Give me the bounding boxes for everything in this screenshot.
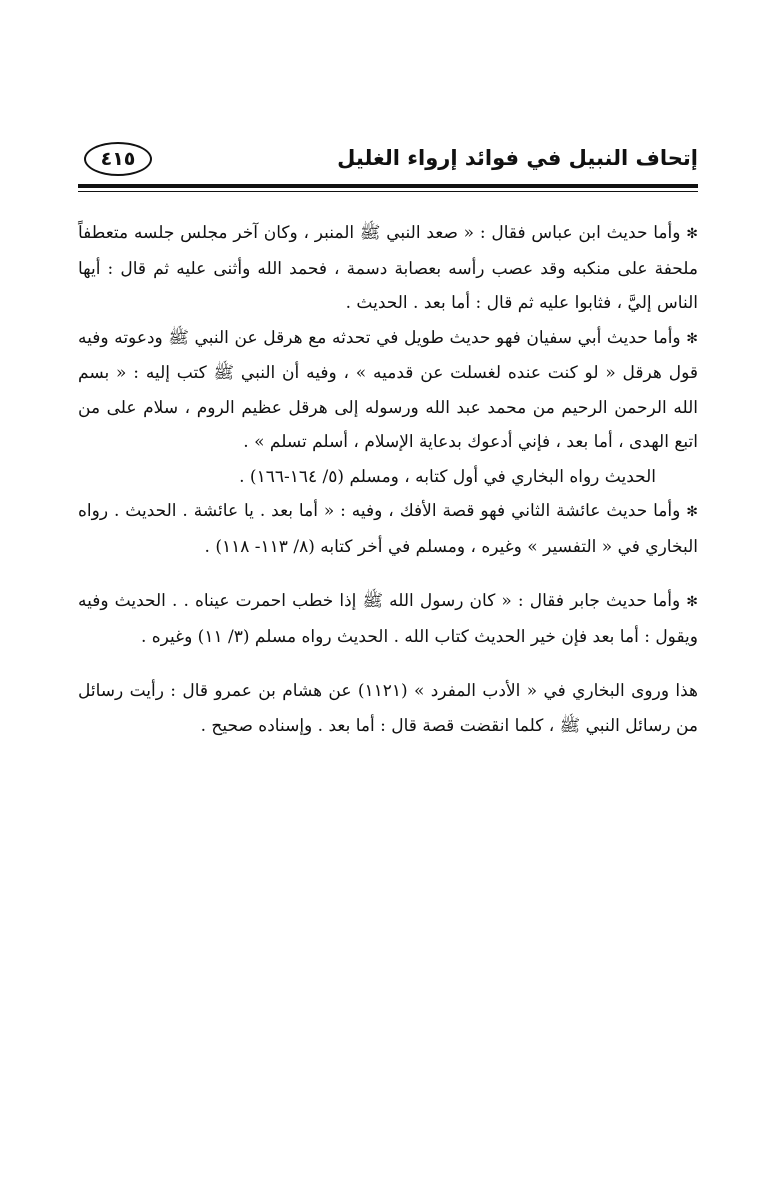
page: [78, 138, 698, 743]
paragraph-jabir: [78, 584, 698, 654]
page-number: ٤١٥: [100, 147, 136, 170]
star-icon: ✻: [686, 594, 698, 610]
paragraph-text: الحديث رواه البخاري في أول كتابه ، ومسلم (٥/ ١٦٤-١٦٦) .: [239, 466, 656, 487]
star-icon: ✻: [686, 504, 698, 520]
book-title: إتحاف النبيل في فوائد إرواء الغليل: [337, 146, 698, 170]
paragraph-reference: [78, 460, 698, 495]
paragraph-text: وأما حديث جابر فقال : « كان رسول الله ﷺ إذا خطب احمرت عيناه . . الحديث وفيه ويقول : أما بعد فإن خير الحديث كتاب الله . الحديث رواه مسلم (٣/ ١١) وغيره .: [78, 591, 698, 647]
paragraph-text: وأما حديث ابن عباس فقال : « صعد النبي ﷺ المنبر ، وكان آخر مجلس جلسه متعطفاً ملحفة على منكبه وقد عصب رأسه بعصابة دسمة ، فحمد الله وأثنى عليه ثم قال : أيها الناس إليَّ ، فثابوا عليه ثم قال : أما بعد . الحديث .: [78, 223, 698, 313]
page-header: [78, 138, 698, 184]
paragraph-text: وأما حديث أبي سفيان فهو حديث طويل في تحدثه مع هرقل عن النبي ﷺ ودعوته وفيه قول هرقل « لو كنت عنده لغسلت عن قدميه » ، وفيه أن النبي ﷺ كتب إليه : « بسم الله الرحمن الرحيم من محمد عبد الله ورسوله إلى هرقل عظيم الروم ، سلام على من اتبع الهدى ، أما بعد ، فإني أدعوك بدعاية الإسلام ، أسلم تسلم » .: [78, 327, 698, 452]
page-number-badge: [84, 142, 152, 176]
paragraph-ibn-abbas: [78, 216, 698, 321]
header-rule-thin: [78, 191, 698, 192]
header-rule-thick: [78, 184, 698, 188]
star-icon: ✻: [686, 226, 698, 242]
star-icon: ✻: [686, 330, 698, 347]
paragraph-text: هذا وروى البخاري في « الأدب المفرد » (١١٢١) عن هشام بن عمرو قال : رأيت رسائل من رسائل النبي ﷺ ، كلما انقضت قصة قال : أما بعد . وإسناده صحيح .: [78, 681, 699, 736]
paragraph-abu-sufyan: [78, 321, 698, 460]
body-text: [78, 216, 698, 743]
paragraph-adab-mufrad: [78, 674, 698, 743]
paragraph-text: وأما حديث عائشة الثاني فهو قصة الأفك ، وفيه : « أما بعد . يا عائشة . الحديث . رواه البخاري في « التفسير » وغيره ، ومسلم في أخر كتابه (٨/ ١١٣- ١١٨) .: [78, 501, 698, 557]
paragraph-aisha: [78, 494, 698, 564]
